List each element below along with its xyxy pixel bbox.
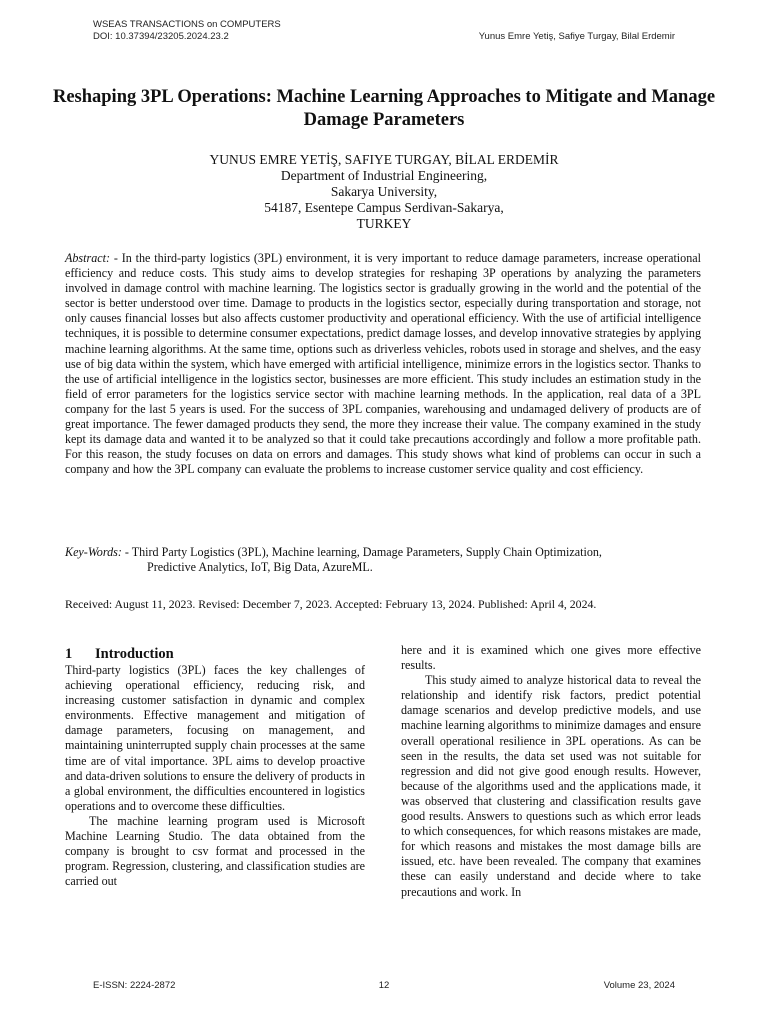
running-authors: Yunus Emre Yetiş, Safiye Turgay, Bilal Erdemir [478,31,675,42]
issn: E-ISSN: 2224-2872 [93,980,176,991]
journal-name: WSEAS TRANSACTIONS on COMPUTERS [93,19,281,30]
abstract [65,251,701,477]
keywords-line-2: Predictive Analytics, IoT, Big Data, AzureML. [147,560,373,575]
abstract-text: - In the third-party logistics (3PL) environment, it is very important to reduce damage parameters, increase operational efficiency and reduce costs. This study aims to develop strategies for reshaping 3P operations by analyzing the parameters involved in damage control with machine learning. The logistics sector is gradually growing in the world and the potential of the sector is better understood over time. Damage to products in the logistics sector, especially during transportation and storage, not only causes financial losses but also affects customer productivity and operational efficiency. With the use of artificial intelligence techniques, it is possible to determine consumer expectations, predict damage losses, and develop innovative strategies by applying machine learning algorithms. At the same time, options such as driverless vehicles, robots used in storage and shelves, and the easy use of big data within the system, which have emerged with artificial intelligence, minimize errors in the logistics sector. Thanks to the use of artificial intelligence in the logistics sector, businesses are more efficient. This study includes an estimation study in the field of error parameters for the logistics service sector with machine learning methods. In the application, real data of a 3PL company for the last 5 years is used. For the success of 3PL companies, warehousing and undamaged delivery of products are of great importance. The fewer damaged products they send, the more they increase their value. The company examined in the study kept its damage data and wanted it to be analyzed so that it could take precautions accordingly and follow a more profitable path. For this reason, the study focuses on data on errors and damages. This study shows what kind of problems can occur in such a company and how the 3PL company can evaluate the problems to increase customer service quality and cost efficiency. [65,251,701,477]
intro-paragraph-1: Third-party logistics (3PL) faces the key challenges of achieving operational efficiency, reducing risk, and increasing customer satisfaction in dynamic and complex environments. Effective management and mitigation of damage parameters, focusing on management, and maintaining uninterrupted supply chain processes at the same time are of vital importance. 3PL aims to develop proactive and data-driven solutions to ensure the delivery of products in a global environment, the difficulties encountered in logistics operations and to overcome these difficulties. [65,663,365,813]
intro-paragraph-2: The machine learning program used is Microsoft Machine Learning Studio. The data obtained from the company is brought to csv format and processed in the program. Regression, clustering, and classification studies are carried out [65,813,365,889]
paper-title: Reshaping 3PL Operations: Machine Learning Approaches to Mitigate and Manage Damage Parameters [52,87,716,130]
affiliation-department: Department of Industrial Engineering, [280,168,488,183]
page-header [93,19,675,43]
keywords-label: Key-Words: [65,545,122,559]
author-block [100,152,668,232]
section-number: 1 [65,646,73,662]
page-footer [93,980,675,991]
keywords [65,545,705,575]
left-column [65,645,365,889]
intro-paragraph-2-continued: here and it is examined which one gives more effective results. [401,643,701,673]
keywords-line-1: - Third Party Logistics (3PL), Machine learning, Damage Parameters, Supply Chain Optimization, [124,545,602,559]
affiliation-country: TURKEY [356,216,412,231]
volume: Volume 23, 2024 [603,980,675,991]
section-title: Introduction [95,646,174,662]
affiliation-address: 54187, Esentepe Campus Serdivan-Sakarya, [264,200,504,215]
right-column [401,643,701,900]
author-names: YUNUS EMRE YETİŞ, SAFIYE TURGAY, BİLAL ERDEMİR [209,152,559,167]
section-heading [65,645,365,663]
intro-paragraph-3: This study aimed to analyze historical data to reveal the relationship and identify risk factors, predict potential damage scenarios and develop predictive models, and use machine learning algorithms to minimize damages and ensure overall operational resilience in 3PL operations. As can be seen in the results, the data set used was not suitable for regression and did not give good enough results. However, because of the algorithms used and the applications made, it was observed that clustering and classification results gave good results. Answers to questions such as which error leads to which consequences, for which reasons mistakes are made, for which reasons and mistakes the most damage bills are issued, etc. have been revealed. The company that examines these can easily understand and decide where to take precautions and work. In [401,673,701,899]
abstract-label: Abstract: [65,251,111,265]
affiliation-university: Sakarya University, [330,184,438,199]
doi[interactable]: DOI: 10.37394/23205.2024.23.2 [93,31,229,42]
page-number: 12 [378,980,390,991]
publication-dates: Received: August 11, 2023. Revised: December 7, 2023. Accepted: February 13, 2024. Published: April 4, 2024. [65,597,597,611]
